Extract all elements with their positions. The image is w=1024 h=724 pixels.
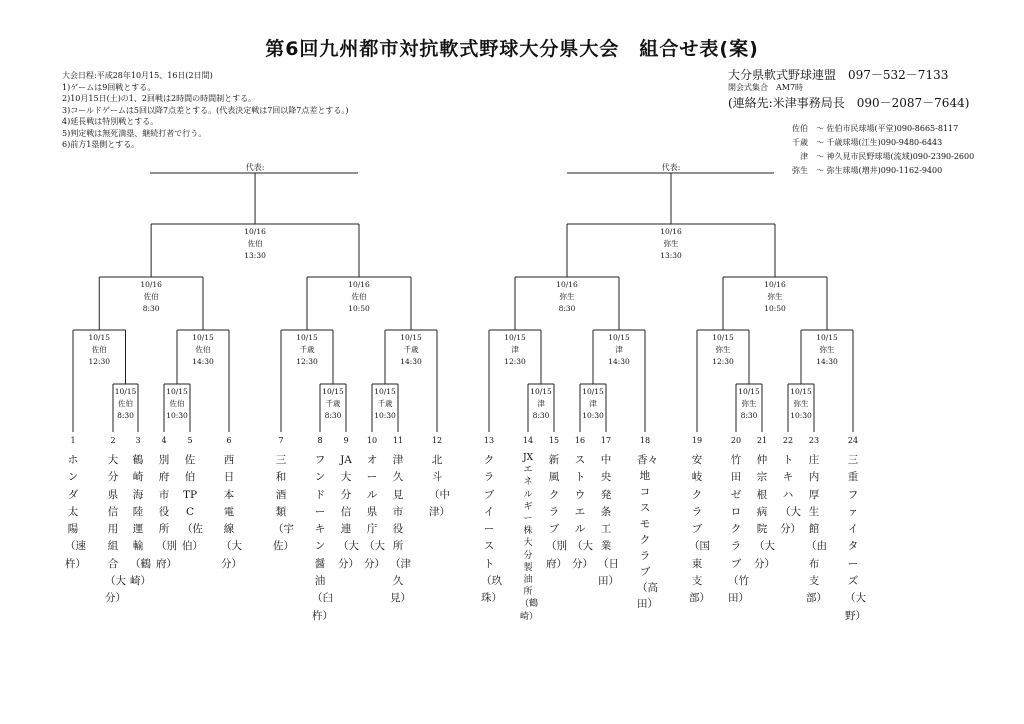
match-time: 10:30 (582, 411, 604, 420)
match-venue: 佐伯 (91, 345, 107, 354)
match-venue: 佐伯 (143, 292, 159, 301)
team-name: 新風クラブ（別府） (546, 454, 567, 570)
meeting-time: 開会式集合 AM7時 (728, 83, 804, 92)
match-date: 10/15 (504, 333, 526, 342)
venue-item: 津 ～ 神久見市民野球場(流域)090-2390-2600 (800, 152, 975, 161)
match-date: 10/15 (192, 333, 214, 342)
team-name: 三和酒類（宇佐） (273, 454, 294, 553)
team-name: オール県庁（大分） (364, 454, 385, 570)
team-number: 2 (110, 436, 116, 445)
match-date: 10/16 (764, 280, 786, 289)
match-date: 10/15 (582, 387, 604, 396)
team-name: 佐伯TPC（佐伯） (182, 454, 203, 553)
match-venue: 津 (537, 399, 545, 408)
match-venue: 千歳 (377, 399, 393, 408)
team-number: 19 (691, 436, 703, 445)
match-venue: 佐伯 (247, 239, 263, 248)
match-date: 10/16 (244, 227, 266, 236)
team-name: 別府市役所（別府） (156, 454, 177, 570)
team-number: 9 (343, 436, 349, 445)
team-name: ストウエル（大分） (572, 454, 593, 570)
match-date: 10/15 (738, 387, 760, 396)
team-name: JA大分信連（大分） (338, 454, 359, 570)
team-name: 北斗（中津） (429, 454, 450, 518)
rule-item: 大会日程:平成28年10月15、16日(2日間) (62, 71, 213, 80)
match-venue: 佐伯 (118, 399, 133, 408)
team-name: 安岐クラブ（国東支部） (689, 454, 710, 605)
rule-item: 3)コールドゲームは5回以降7点差とする。(代表決定戦は7回以降7点差とする。) (62, 105, 349, 115)
team-number: 14 (522, 436, 534, 445)
match-time: 13:30 (660, 251, 682, 260)
team-number: 1 (70, 436, 76, 445)
representative-label: 代表: (245, 163, 265, 172)
team-number: 23 (808, 436, 820, 445)
team-name: トキハ（大分） (780, 454, 801, 536)
match-venue: 弥生 (715, 345, 731, 354)
office-contact: (連絡先:米津事務局長 090－2087－7644) (728, 96, 970, 110)
match-date: 10/16 (556, 280, 578, 289)
match-venue: 弥生 (559, 292, 575, 301)
match-venue: 津 (615, 345, 623, 354)
team-name: 三重ファイターズ（大野） (845, 454, 866, 622)
match-time: 12:30 (296, 357, 318, 366)
team-name: フンドーキン醤油（臼杵） (312, 454, 333, 622)
match-venue: 佐伯 (195, 345, 211, 354)
org-contact: 大分県軟式野球連盟 097－532－7133 (728, 68, 949, 82)
match-venue: 弥生 (741, 399, 757, 408)
match-time: 10:50 (348, 304, 370, 313)
match-date: 10/16 (348, 280, 370, 289)
rule-item: 2)10月15日(土)の1、2回戦は2時間の時間制とする。 (62, 94, 257, 103)
team-name: 大分県信用組合（大分） (105, 454, 126, 605)
team-name: 津久見市役所（津久見） (390, 454, 411, 605)
match-time: 10:30 (790, 411, 812, 420)
team-name: 香々地コスモクラブ（高田） (637, 454, 658, 610)
team-name: クラブイースト（玖珠） (481, 454, 502, 605)
match-venue: 千歳 (325, 399, 341, 408)
team-name: JXエネルギー株大分製油所（鶴崎） (520, 453, 539, 622)
match-time: 12:30 (88, 357, 111, 366)
match-time: 8:30 (558, 304, 576, 313)
rule-item: 1)ゲームは9回戦とする。 (62, 82, 156, 92)
match-time: 8:30 (740, 411, 758, 420)
match-date: 10/15 (88, 333, 111, 342)
team-number: 13 (483, 436, 495, 445)
match-time: 12:30 (712, 357, 734, 366)
team-number: 11 (392, 436, 404, 445)
team-number: 3 (135, 436, 141, 445)
team-number: 18 (639, 436, 651, 445)
team-number: 20 (730, 436, 742, 445)
match-time: 10:30 (374, 411, 396, 420)
team-name: 中央発条工業（日田） (598, 454, 619, 588)
match-date: 10/16 (660, 227, 682, 236)
match-venue: 津 (589, 399, 597, 408)
match-venue: 千歳 (403, 345, 419, 354)
team-name: 竹田ゼロクラブ（竹田） (728, 454, 749, 605)
team-name: 西日本電線（大分） (221, 454, 242, 570)
match-time: 14:30 (400, 357, 422, 366)
team-name: ホンダ太陽（速杵） (65, 454, 86, 570)
team-number: 6 (226, 436, 232, 445)
match-time: 8:30 (532, 411, 550, 420)
match-time: 13:30 (244, 251, 266, 260)
team-number: 22 (782, 436, 794, 445)
match-venue: 津 (511, 345, 519, 354)
team-number: 17 (600, 436, 612, 445)
match-date: 10/15 (608, 333, 630, 342)
match-venue: 弥生 (793, 399, 809, 408)
match-date: 10/15 (166, 387, 188, 396)
match-time: 8:30 (117, 411, 134, 420)
match-date: 10/15 (322, 387, 344, 396)
match-time: 10:30 (166, 411, 188, 420)
match-date: 10/15 (816, 333, 838, 342)
match-venue: 佐伯 (169, 399, 185, 408)
venue-item: 弥生 ～ 弥生球場(増井)090-1162-9400 (792, 166, 943, 175)
team-number: 12 (431, 436, 443, 445)
team-number: 21 (756, 436, 768, 445)
match-date: 10/15 (114, 387, 137, 396)
match-time: 8:30 (324, 411, 342, 420)
team-number: 7 (278, 436, 284, 445)
representative-label: 代表: (661, 163, 681, 172)
page-title: 第6回九州都市対抗軟式野球大分県大会 組合せ表(案) (265, 38, 759, 60)
match-time: 14:30 (608, 357, 630, 366)
match-date: 10/15 (400, 333, 422, 342)
match-time: 12:30 (504, 357, 526, 366)
match-date: 10/16 (140, 280, 162, 289)
team-number: 10 (366, 436, 378, 445)
team-number: 4 (161, 436, 167, 445)
match-date: 10/15 (530, 387, 552, 396)
team-name: 庄内厚生館（由布支部） (806, 454, 827, 605)
match-venue: 弥生 (767, 292, 783, 301)
match-date: 10/15 (296, 333, 318, 342)
team-number: 24 (847, 436, 859, 445)
match-venue: 佐伯 (351, 292, 367, 301)
match-date: 10/15 (790, 387, 812, 396)
rule-item: 4)延長戦は特別戦とする。 (62, 117, 159, 126)
match-time: 8:30 (142, 304, 160, 313)
team-number: 15 (548, 436, 560, 445)
match-date: 10/15 (374, 387, 396, 396)
team-name: 仲宗根病院（大分） (754, 454, 775, 570)
match-venue: 弥生 (663, 239, 679, 248)
team-number: 16 (574, 436, 586, 445)
match-venue: 千歳 (299, 345, 315, 354)
match-time: 14:30 (192, 357, 214, 366)
team-name: 鶴崎海陸運輸（鶴崎） (130, 454, 151, 588)
match-venue: 弥生 (819, 345, 835, 354)
rule-item: 5)判定戦は無死満塁、継続打者で行う。 (62, 128, 207, 138)
rule-item: 6)前方1塁側とする。 (62, 140, 140, 149)
match-time: 14:30 (816, 357, 838, 366)
match-time: 10:50 (764, 304, 786, 313)
venue-item: 千歳 ～ 千歳球場(江生)090-9480-6443 (792, 138, 943, 147)
match-date: 10/15 (712, 333, 734, 342)
team-number: 5 (187, 436, 193, 445)
venue-item: 佐伯 ～ 佐伯市民球場(平堂)090-8665-8117 (792, 124, 959, 133)
team-number: 8 (317, 436, 323, 445)
